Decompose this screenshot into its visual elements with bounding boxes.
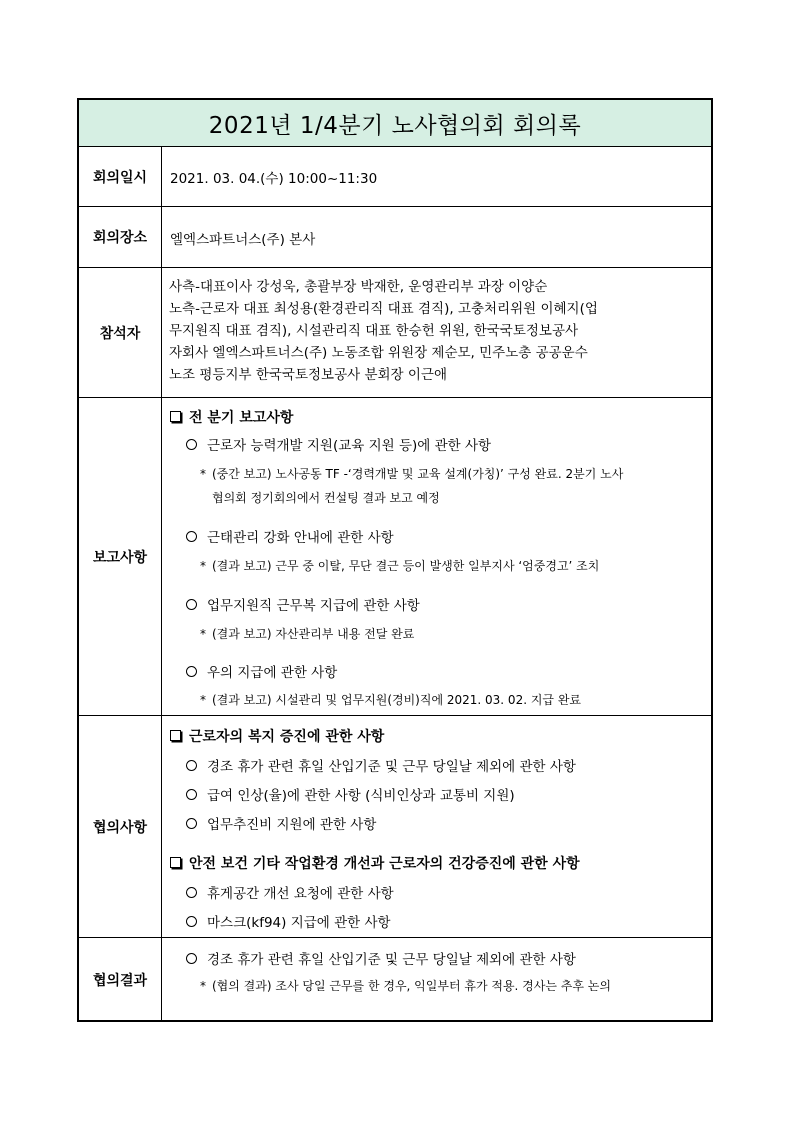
attendees-line: 자회사 엘엑스파트너스(주) 노동조합 위원장 제순모, 민주노총 공공운수 bbox=[169, 345, 588, 361]
row-meeting-place bbox=[79, 207, 711, 268]
minutes-table bbox=[77, 98, 713, 1022]
result-item: 경조 휴가 관련 휴일 산입기준 및 근무 당일날 제외에 관한 사항 bbox=[186, 948, 576, 968]
report-note: * (결과 보고) 자산관리부 내용 전달 완료 bbox=[200, 627, 415, 641]
report-note: 협의회 정기회의에서 컨설팅 결과 보고 예정 bbox=[212, 491, 440, 505]
label-meeting-date: 회의일시 bbox=[79, 147, 162, 206]
circle-bullet-icon bbox=[186, 666, 197, 677]
label-result: 협의결과 bbox=[79, 938, 162, 1022]
discussion-section-title: 근로자의 복지 증진에 관한 사항 bbox=[170, 726, 384, 746]
circle-bullet-icon bbox=[186, 916, 197, 927]
checkbox-square-icon bbox=[170, 730, 181, 741]
asterisk-marker: * bbox=[200, 467, 206, 481]
report-item: 근로자 능력개발 지원(교육 지원 등)에 관한 사항 bbox=[186, 434, 491, 454]
circle-bullet-icon bbox=[186, 818, 197, 829]
asterisk-marker: * bbox=[200, 979, 206, 993]
report-item: 우의 지급에 관한 사항 bbox=[186, 661, 337, 681]
row-result bbox=[79, 938, 711, 1022]
report-item: 업무지원직 근무복 지급에 관한 사항 bbox=[186, 594, 420, 614]
discussion-item: 경조 휴가 관련 휴일 산입기준 및 근무 당일날 제외에 관한 사항 bbox=[186, 755, 576, 775]
row-meeting-date bbox=[79, 147, 711, 207]
discussion-item: 휴게공간 개선 요청에 관한 사항 bbox=[186, 882, 394, 902]
asterisk-marker: * bbox=[200, 693, 206, 707]
circle-bullet-icon bbox=[186, 439, 197, 450]
attendees-line: 사측-대표이사 강성욱, 총괄부장 박재한, 운영관리부 과장 이양순 bbox=[169, 279, 548, 295]
row-discussion bbox=[79, 716, 711, 938]
row-report bbox=[79, 398, 711, 716]
meeting-date-value: 2021. 03. 04.(수) 10:00~11:30 bbox=[170, 171, 378, 187]
circle-bullet-icon bbox=[186, 953, 197, 964]
label-meeting-place: 회의장소 bbox=[79, 207, 162, 267]
circle-bullet-icon bbox=[186, 599, 197, 610]
asterisk-marker: * bbox=[200, 559, 206, 573]
attendees-line: 노측-근로자 대표 최성용(환경관리직 대표 겸직), 고충처리위원 이혜지(업 bbox=[169, 301, 598, 317]
circle-bullet-icon bbox=[186, 887, 197, 898]
result-note: * (협의 결과) 조사 당일 근무를 한 경우, 익일부터 휴가 적용. 경사는 추후 논의 bbox=[200, 979, 611, 993]
report-note: * (결과 보고) 시설관리 및 업무지원(경비)직에 2021. 03. 02. 지급 완료 bbox=[200, 693, 582, 707]
circle-bullet-icon bbox=[186, 789, 197, 800]
checkbox-square-icon bbox=[170, 411, 181, 422]
discussion-item: 급여 인상(율)에 관한 사항 (식비인상과 교통비 지원) bbox=[186, 784, 515, 804]
label-discussion: 협의사항 bbox=[79, 716, 162, 937]
attendees-line: 노조 평등지부 한국국토정보공사 분회장 이근애 bbox=[169, 367, 447, 383]
discussion-section-title: 안전 보건 기타 작업환경 개선과 근로자의 건강증진에 관한 사항 bbox=[170, 853, 580, 873]
label-attendees: 참석자 bbox=[79, 268, 162, 397]
meeting-place-value: 엘엑스파트너스(주) 본사 bbox=[170, 232, 316, 248]
label-report: 보고사항 bbox=[79, 398, 162, 715]
asterisk-marker: * bbox=[200, 627, 206, 641]
report-note: * (중간 보고) 노사공동 TF -‘경력개발 및 교육 설계(가칭)’ 구성 완료. 2분기 노사 bbox=[200, 467, 624, 481]
discussion-item: 업무추진비 지원에 관한 사항 bbox=[186, 813, 376, 833]
report-note: * (결과 보고) 근무 중 이탈, 무단 결근 등이 발생한 일부지사 ‘엄중경고’ 조치 bbox=[200, 559, 600, 573]
report-section-title: 전 분기 보고사항 bbox=[170, 407, 293, 427]
discussion-item: 마스크(kf94) 지급에 관한 사항 bbox=[186, 911, 391, 931]
row-attendees bbox=[79, 268, 711, 398]
circle-bullet-icon bbox=[186, 531, 197, 542]
circle-bullet-icon bbox=[186, 760, 197, 771]
report-item: 근태관리 강화 안내에 관한 사항 bbox=[186, 526, 394, 546]
checkbox-square-icon bbox=[170, 857, 181, 868]
attendees-line: 무지원직 대표 겸직), 시설관리직 대표 한승헌 위원, 한국국토정보공사 bbox=[169, 323, 579, 339]
document-title: 2021년 1/4분기 노사협의회 회의록 bbox=[79, 100, 711, 147]
